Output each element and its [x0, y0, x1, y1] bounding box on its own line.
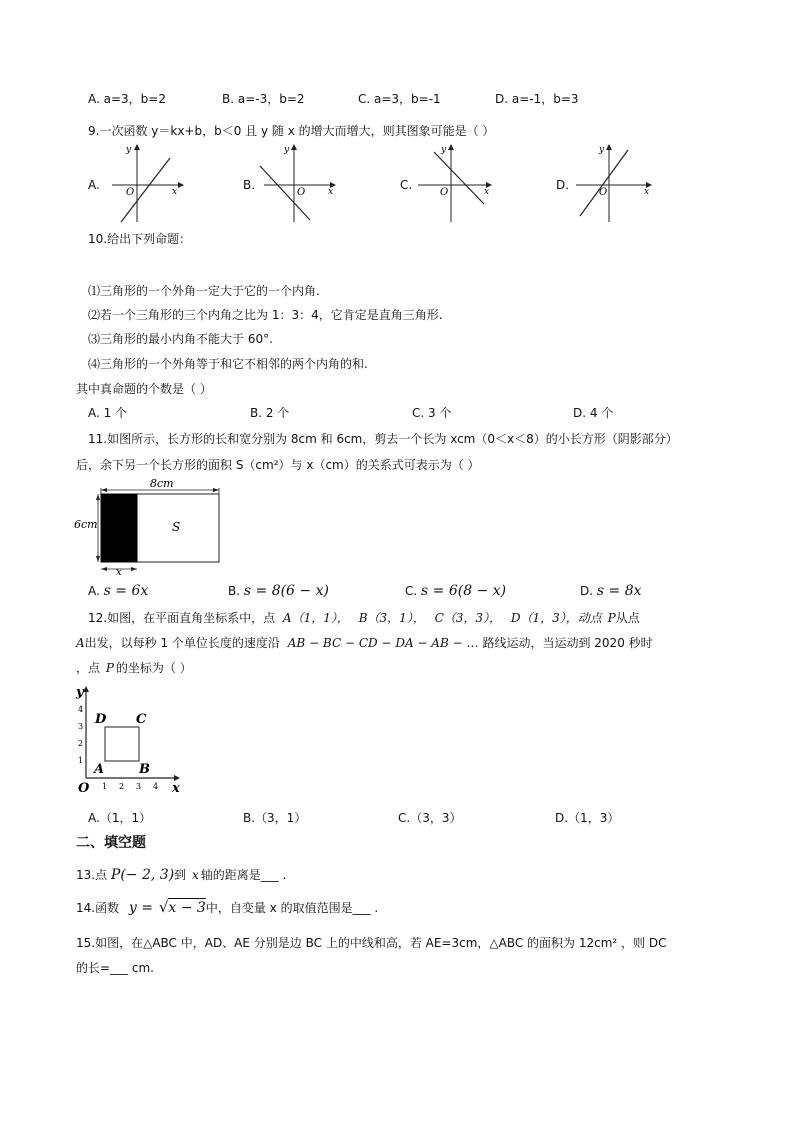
q12-point-a: A: [94, 762, 105, 777]
svg-text:y: y: [126, 145, 132, 155]
q9-option-b-letter: B.: [243, 178, 256, 192]
q12-axis-y: y: [76, 685, 84, 700]
q11-shaded-rect: [101, 494, 137, 562]
svg-text:x: x: [328, 187, 334, 197]
q12-line-1: 12.如图，在平面直角坐标系中，点 A（1，1）， B（3，1）， C（3，3）， D（1，3），动点 P从点: [88, 611, 640, 625]
svg-text:y: y: [441, 145, 447, 155]
q12-option-a: A.（1，1）: [88, 811, 152, 825]
q12-ytick-3: 3: [78, 722, 84, 731]
q12-line-3: ，点 P 的坐标为（ ）: [76, 661, 192, 675]
q11-label-top: 8cm: [150, 477, 174, 490]
q12-point-c: C: [136, 712, 147, 727]
svg-text:y: y: [599, 145, 605, 155]
q10-prop-2: ⑵若一个三角形的三个内角之比为 1：3：4，它肯定是直角三角形.: [88, 308, 443, 322]
q12-origin: O: [78, 781, 90, 794]
q12-xtick-2: 2: [119, 782, 125, 791]
q8-option-d: D. a=-1，b=3: [495, 92, 579, 106]
q11-label-s: S: [172, 520, 181, 534]
q11-option-d: D. s = 8x: [580, 583, 642, 599]
q15-line-1: 15.如图，在△ABC 中，AD、AE 分别是边 BC 上的中线和高，若 AE=3cm，△ABC 的面积为 12cm² ，则 DC: [76, 936, 667, 950]
q10-option-b: B. 2 个: [250, 406, 290, 420]
q11-label-left: 6cm: [74, 518, 98, 531]
svg-text:x: x: [172, 187, 178, 197]
q11-option-b: B. s = 8(6 − x): [228, 583, 329, 599]
q9-stem: 9.一次函数 y＝kx+b，b＜0 且 y 随 x 的增大而增大，则其图象可能是（ ）: [88, 124, 495, 138]
q9-graph-a: [104, 142, 184, 224]
q10-prop-3: ⑶三角形的最小内角不能大于 60°.: [88, 332, 273, 346]
q11-label-x: x: [116, 567, 122, 578]
q12-point-b: B: [139, 762, 150, 777]
q13: 13.点 P(− 2, 3)到 x 轴的距离是___ .: [76, 867, 287, 883]
q10-prop-4: ⑷三角形的一个外角等于和它不相邻的两个内角的和.: [88, 357, 368, 371]
q9-graph-d: [572, 142, 654, 224]
svg-text:O: O: [599, 187, 608, 198]
q12-ytick-4: 4: [78, 705, 84, 714]
q8-option-a: A. a=3，b=2: [88, 92, 166, 106]
q12-option-c: C.（3，3）: [398, 811, 462, 825]
q12-point-d: D: [95, 712, 107, 727]
svg-text:O: O: [126, 187, 135, 198]
q9-graph-b: [258, 142, 338, 224]
q12-xtick-1: 1: [102, 782, 108, 791]
q8-option-b: B. a=-3，b=2: [222, 92, 305, 106]
q9-option-d-letter: D.: [556, 178, 570, 192]
svg-text:x: x: [484, 187, 490, 197]
q9-option-a-letter: A.: [88, 178, 100, 192]
q10-option-a: A. 1 个: [88, 406, 128, 420]
q8-option-c: C. a=3，b=-1: [358, 92, 441, 106]
q12-figure: [74, 682, 186, 794]
q12-option-b: B.（3，1）: [243, 811, 307, 825]
q10-stem: 10.给出下列命题：: [88, 232, 192, 246]
q12-xtick-3: 3: [136, 782, 142, 791]
q11-option-a: A. s = 6x: [88, 583, 149, 599]
section-title-fill-blank: 二、填空题: [76, 835, 146, 851]
q12-line-2: A出发，以每秒 1 个单位长度的速度沿 AB − BC − CD − DA − AB − … 路线运动，当运动到 2020 秒时: [76, 636, 653, 650]
q15-line-2: 的长=___ cm.: [76, 961, 154, 975]
q12-axis-x: x: [172, 781, 180, 794]
q11-option-c: C. s = 6(8 − x): [405, 583, 507, 599]
q11-line-2: 后，余下另一个长方形的面积 S（cm²）与 x（cm）的关系式可表示为（ ）: [76, 458, 480, 472]
q12-ytick-1: 1: [78, 756, 84, 765]
q10-ask: 其中真命题的个数是（ ）: [76, 382, 212, 396]
q10-option-d: D. 4 个: [573, 406, 614, 420]
q10-option-c: C. 3 个: [412, 406, 452, 420]
q9-graph-c: [414, 142, 494, 224]
q12-option-d: D.（1，3）: [555, 811, 620, 825]
q11-figure: [72, 474, 227, 578]
q12-ytick-2: 2: [78, 739, 84, 748]
q12-xtick-4: 4: [153, 782, 159, 791]
svg-text:O: O: [440, 187, 449, 198]
svg-text:x: x: [644, 187, 650, 197]
q14: 14.函数 y = √x − 3中，自变量 x 的取值范围是___ .: [76, 898, 379, 916]
svg-text:y: y: [284, 145, 290, 155]
q9-option-c-letter: C.: [400, 178, 413, 192]
q11-line-1: 11.如图所示，长方形的长和宽分别为 8cm 和 6cm，剪去一个长为 xcm（0＜x＜8）的小长方形（阴影部分）: [88, 432, 678, 446]
svg-text:O: O: [297, 187, 306, 198]
q10-prop-1: ⑴三角形的一个外角一定大于它的一个内角.: [88, 284, 320, 298]
